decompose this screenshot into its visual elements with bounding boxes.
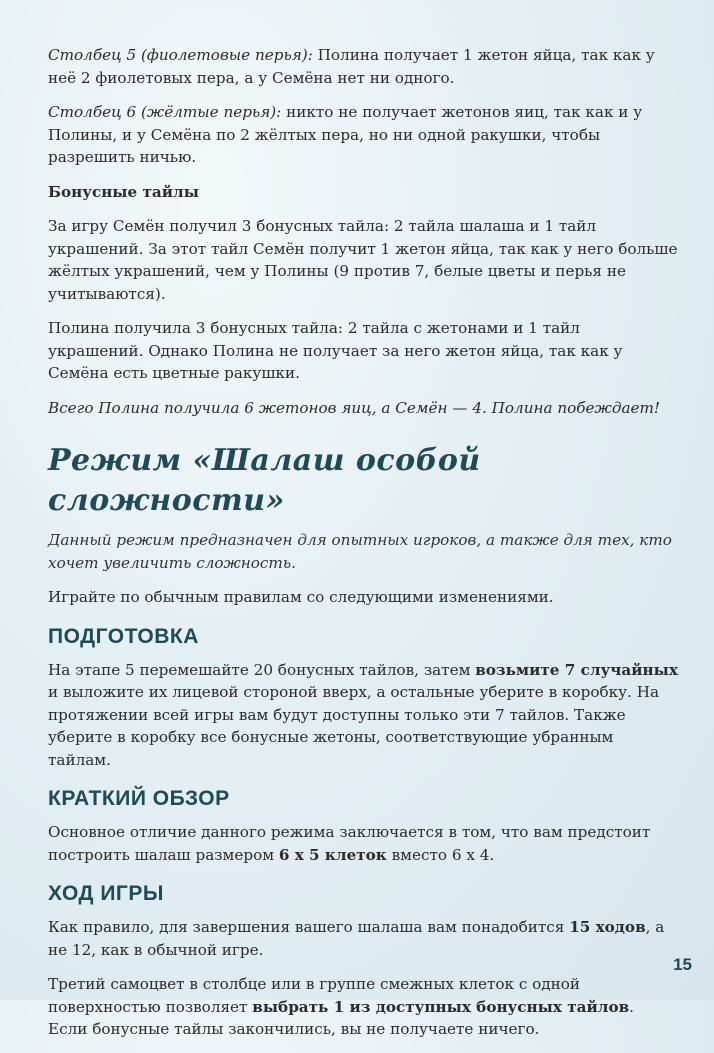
overview-paragraph <box>48 821 678 866</box>
gameplay-p2-text-1: Третий самоцвет в столбце или в группе смежных клеток с одной поверхностью позволяет <box>48 975 581 1016</box>
overview-heading: КРАТКИЙ ОБЗОР <box>48 787 230 810</box>
page-content <box>48 44 678 1053</box>
column-5-paragraph <box>48 44 678 89</box>
column-6-label: Столбец 6 (жёлтые перья): <box>48 103 282 121</box>
overview-bold: 6 х 5 клеток <box>278 845 387 864</box>
bonus-semyon-paragraph: За игру Семён получил 3 бонусных тайла: 2 тайла шалаша и 1 тайл украшений. За этот тайл Семён получит 1 жетон яйца, так как у него больше жёлтых украшений, чем у Полины (9 против 7, белые цветы и перья не учитываются). <box>48 217 678 303</box>
gameplay-paragraph-1 <box>48 916 678 961</box>
gameplay-p2-text-2: . Если бонусные тайлы закончились, вы не получаете ничего. <box>48 997 634 1038</box>
column-6-text: никто не получает жетонов яиц, так как и у Полины, и у Семёна по 2 жёлтых пера, но ни одной ракушки, чтобы разрешить ничью. <box>48 103 643 166</box>
overview-text-1: Основное отличие данного режима заключается в том, что вам предстоит построить шалаш размером <box>48 823 651 864</box>
column-6-paragraph <box>48 101 678 169</box>
column-5-text: Полина получает 1 жетон яйца, так как у неё 2 фиолетовых пера, а у Семёна нет ни одного. <box>48 46 655 87</box>
gameplay-paragraph-2 <box>48 973 678 1041</box>
setup-heading: ПОДГОТОВКА <box>48 624 199 648</box>
page-number: 15 <box>673 955 692 974</box>
gameplay-p1-bold: 15 ходов <box>569 918 646 936</box>
gameplay-heading: ХОД ИГРЫ <box>48 882 164 905</box>
column-5-label: Столбец 5 (фиолетовые перья): <box>48 46 313 64</box>
setup-paragraph <box>48 659 678 772</box>
gameplay-p1-text-2: , а не 12, как в обычной игре. <box>48 918 665 959</box>
setup-bold: возьмите 7 случайных <box>475 660 678 679</box>
gameplay-p2-bold: выбрать 1 из доступных бонусных тайлов <box>252 997 630 1016</box>
bonus-polina-paragraph: Полина получила 3 бонусных тайла: 2 тайла с жетонами и 1 тайл украшений. Однако Полина не получает за него жетон яйца, так как у Семёна есть цветные ракушки. <box>48 319 623 382</box>
bonus-tiles-heading: Бонусные тайлы <box>48 182 199 201</box>
mode-title: Режим «Шалаш особой сложности» <box>48 443 481 518</box>
gameplay-p1-text-1: Как правило, для завершения вашего шалаша вам понадобится <box>48 918 570 936</box>
setup-text-1: На этапе 5 перемешайте 20 бонусных тайлов, затем <box>48 660 476 679</box>
mode-rules: Играйте по обычным правилам со следующими изменениями. <box>48 588 554 606</box>
total-result: Всего Полина получила 6 жетонов яиц, а Семён — 4. Полина побеждает! <box>48 398 660 417</box>
mode-intro: Данный режим предназначен для опытных игроков, а также для тех, кто хочет увеличить сложность. <box>48 531 672 572</box>
setup-text-2: и выложите их лицевой стороной вверх, а остальные уберите в коробку. На протяжении всей игры вам будут доступны только эти 7 тайлов. Также уберите в коробку все бонусные жетоны, соответствующие убранным тайлам. <box>48 683 660 769</box>
overview-text-2: вместо 6 х 4. <box>386 845 495 864</box>
